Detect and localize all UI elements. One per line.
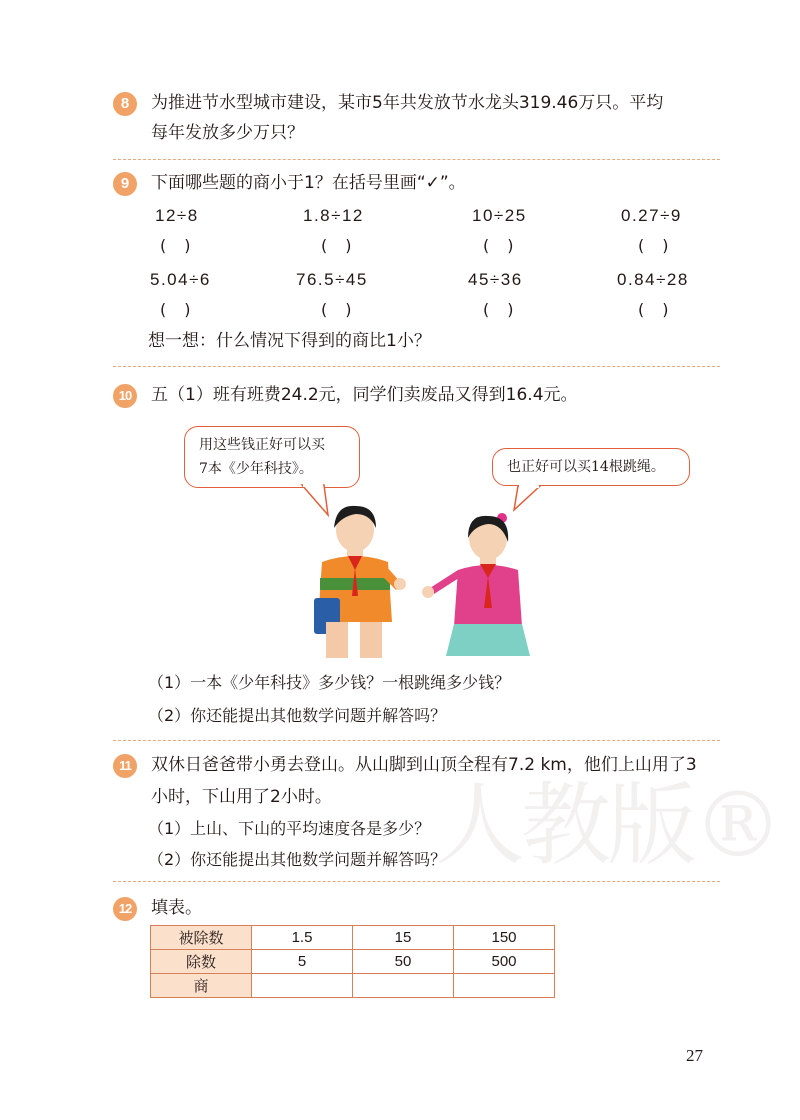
subquestion-11-2: （2）你还能提出其他数学问题并解答吗？ [148,850,447,869]
fill-in-table [150,925,555,998]
problem-number-badge: 9 [113,172,137,196]
division-expression: 12÷8 [155,206,199,225]
answer-parentheses[interactable]: () [160,300,209,319]
bubble-line: 7本《少年科技》。 [199,461,313,477]
table-cell: 50 [353,950,454,974]
row-header: 除数 [151,950,252,974]
subquestion-10-1: （1）一本《少年科技》多少钱？一根跳绳多少钱？ [148,673,511,692]
table-cell: 15 [353,926,454,950]
answer-parentheses[interactable]: () [160,236,209,255]
division-expression: 0.27÷9 [621,206,682,225]
watermark-logo: 人教版® [435,773,779,878]
speech-bubble-boy [184,426,360,488]
section-divider [113,740,720,741]
row-header: 商 [151,974,252,998]
bubble-line: 也正好可以买14根跳绳。 [507,459,665,475]
problem-8-line-2: 每年发放多少万只？ [151,123,304,143]
boy-student-illustration [300,500,410,660]
section-divider [113,366,720,367]
section-divider [113,881,720,882]
problem-number-badge: 10 [113,384,137,408]
table-cell: 5 [252,950,353,974]
page-number: 27 [686,1046,703,1065]
problem-number-badge: 8 [113,92,137,116]
table-cell: 1.5 [252,926,353,950]
problem-number-badge: 12 [113,897,137,921]
division-expression: 10÷25 [472,206,527,225]
table-cell: 500 [454,950,555,974]
answer-parentheses[interactable]: () [321,300,370,319]
division-expression: 45÷36 [468,270,523,289]
division-expression: 1.8÷12 [303,206,364,225]
division-expression: 0.84÷28 [617,270,689,289]
bubble-line: 用这些钱正好可以买 [199,437,325,453]
section-divider [113,159,720,160]
table-cell: 150 [454,926,555,950]
problem-9-prompt: 下面哪些题的商小于1？在括号里画“✓”。 [151,173,466,193]
answer-parentheses[interactable]: () [321,236,370,255]
answer-parentheses[interactable]: () [638,300,687,319]
answer-cell[interactable] [252,974,353,998]
table-row [151,926,555,950]
row-header: 被除数 [151,926,252,950]
subquestion-10-2: （2）你还能提出其他数学问题并解答吗？ [148,706,447,725]
answer-cell[interactable] [353,974,454,998]
girl-student-illustration [418,508,538,658]
problem-11-line-2: 小时，下山用了2小时。 [151,787,332,807]
problem-12-text: 填表。 [151,898,202,918]
answer-cell[interactable] [454,974,555,998]
subquestion-11-1: （1）上山、下山的平均速度各是多少？ [148,819,431,838]
problem-number-badge: 11 [113,754,137,778]
answer-parentheses[interactable]: () [638,236,687,255]
think-prompt: 想一想：什么情况下得到的商比1小？ [148,331,431,351]
speech-bubble-girl [492,448,690,486]
problem-8-line-1: 为推进节水型城市建设，某市5年共发放节水龙头319.46万只。平均 [151,93,664,113]
table-row [151,974,555,998]
division-expression: 5.04÷6 [150,270,211,289]
division-expression: 76.5÷45 [296,270,368,289]
answer-parentheses[interactable]: () [483,236,532,255]
problem-11-line-1: 双休日爸爸带小勇去登山。从山脚到山顶全程有7.2 km，他们上山用了3 [151,755,697,775]
answer-parentheses[interactable]: () [483,300,532,319]
problem-10-text: 五（1）班有班费24.2元，同学们卖废品又得到16.4元。 [151,385,578,405]
table-row [151,950,555,974]
